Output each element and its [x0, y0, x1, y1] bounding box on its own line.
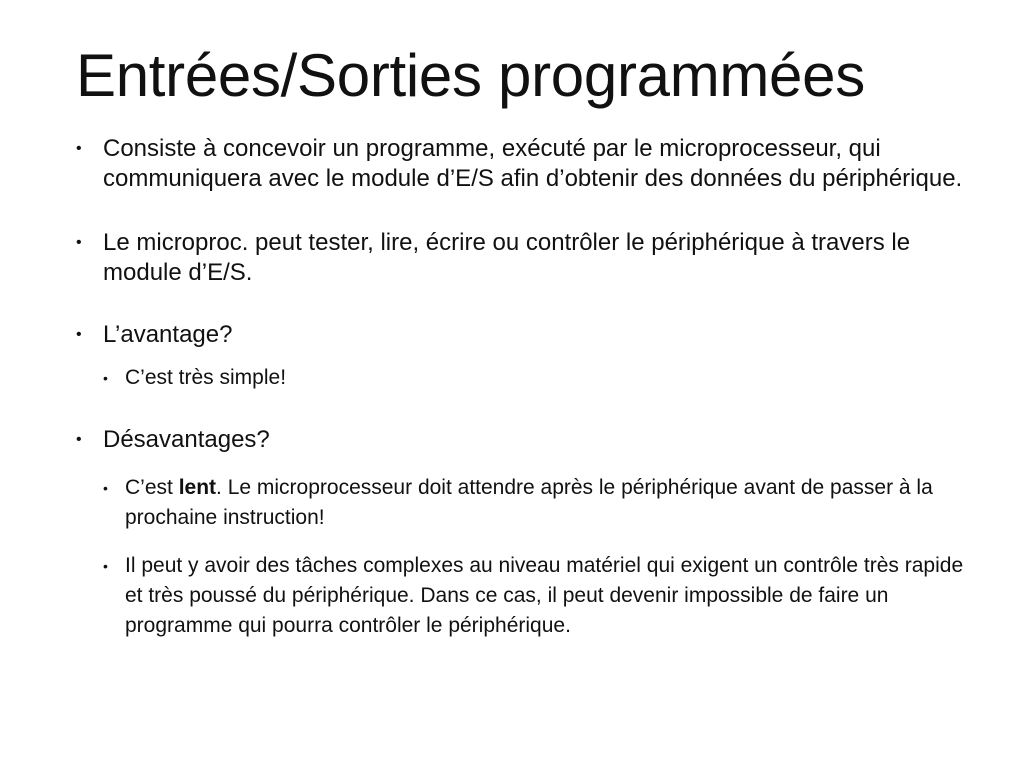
sub-bullet-list	[103, 363, 976, 393]
bullet-text: Le microproc. peut tester, lire, écrire ou contrôler le périphérique à travers le module d’E/S.	[103, 229, 911, 286]
emphasis-text: lent	[178, 476, 217, 499]
sub-bullet-item	[103, 363, 976, 393]
sub-bullet-suffix: . Le microprocesseur doit attendre après le périphérique avant de passer à la prochaine instruction!	[125, 476, 933, 529]
sub-bullet-text: C’est très simple!	[125, 366, 287, 389]
bullet-marker: •	[103, 480, 108, 496]
bullet-marker: •	[103, 370, 108, 386]
bullet-item	[76, 320, 976, 393]
sub-bullet-text: Il peut y avoir des tâches complexes au niveau matériel qui exigent un contrôle très rapide et très poussé du périphérique. Dans ce cas, il peut devenir impossible de faire un programme qui pourra contrôler le périphérique.	[125, 554, 964, 637]
bullet-text: L’avantage?	[103, 321, 233, 348]
bullet-marker: •	[76, 234, 82, 251]
bullet-item	[76, 228, 976, 288]
bullet-text: Désavantages?	[103, 426, 270, 453]
sub-bullet-list	[103, 473, 976, 641]
sub-bullet-item	[103, 551, 976, 641]
sub-bullet-item	[103, 473, 976, 533]
bullet-marker: •	[103, 558, 108, 574]
bullet-marker: •	[76, 326, 82, 343]
bullet-item	[76, 425, 976, 641]
sub-bullet-prefix: C’est	[125, 476, 179, 499]
bullet-marker: •	[76, 431, 82, 448]
bullet-text: Consiste à concevoir un programme, exécuté par le microprocesseur, qui communiquera avec le module d’E/S afin d’obtenir des données du périphérique.	[103, 135, 963, 192]
bullet-marker: •	[76, 140, 82, 157]
bullet-item	[76, 134, 976, 194]
slide-title: Entrées/Sorties programmées	[76, 42, 865, 109]
sub-bullet-text	[125, 476, 933, 529]
bullet-list	[76, 134, 976, 641]
